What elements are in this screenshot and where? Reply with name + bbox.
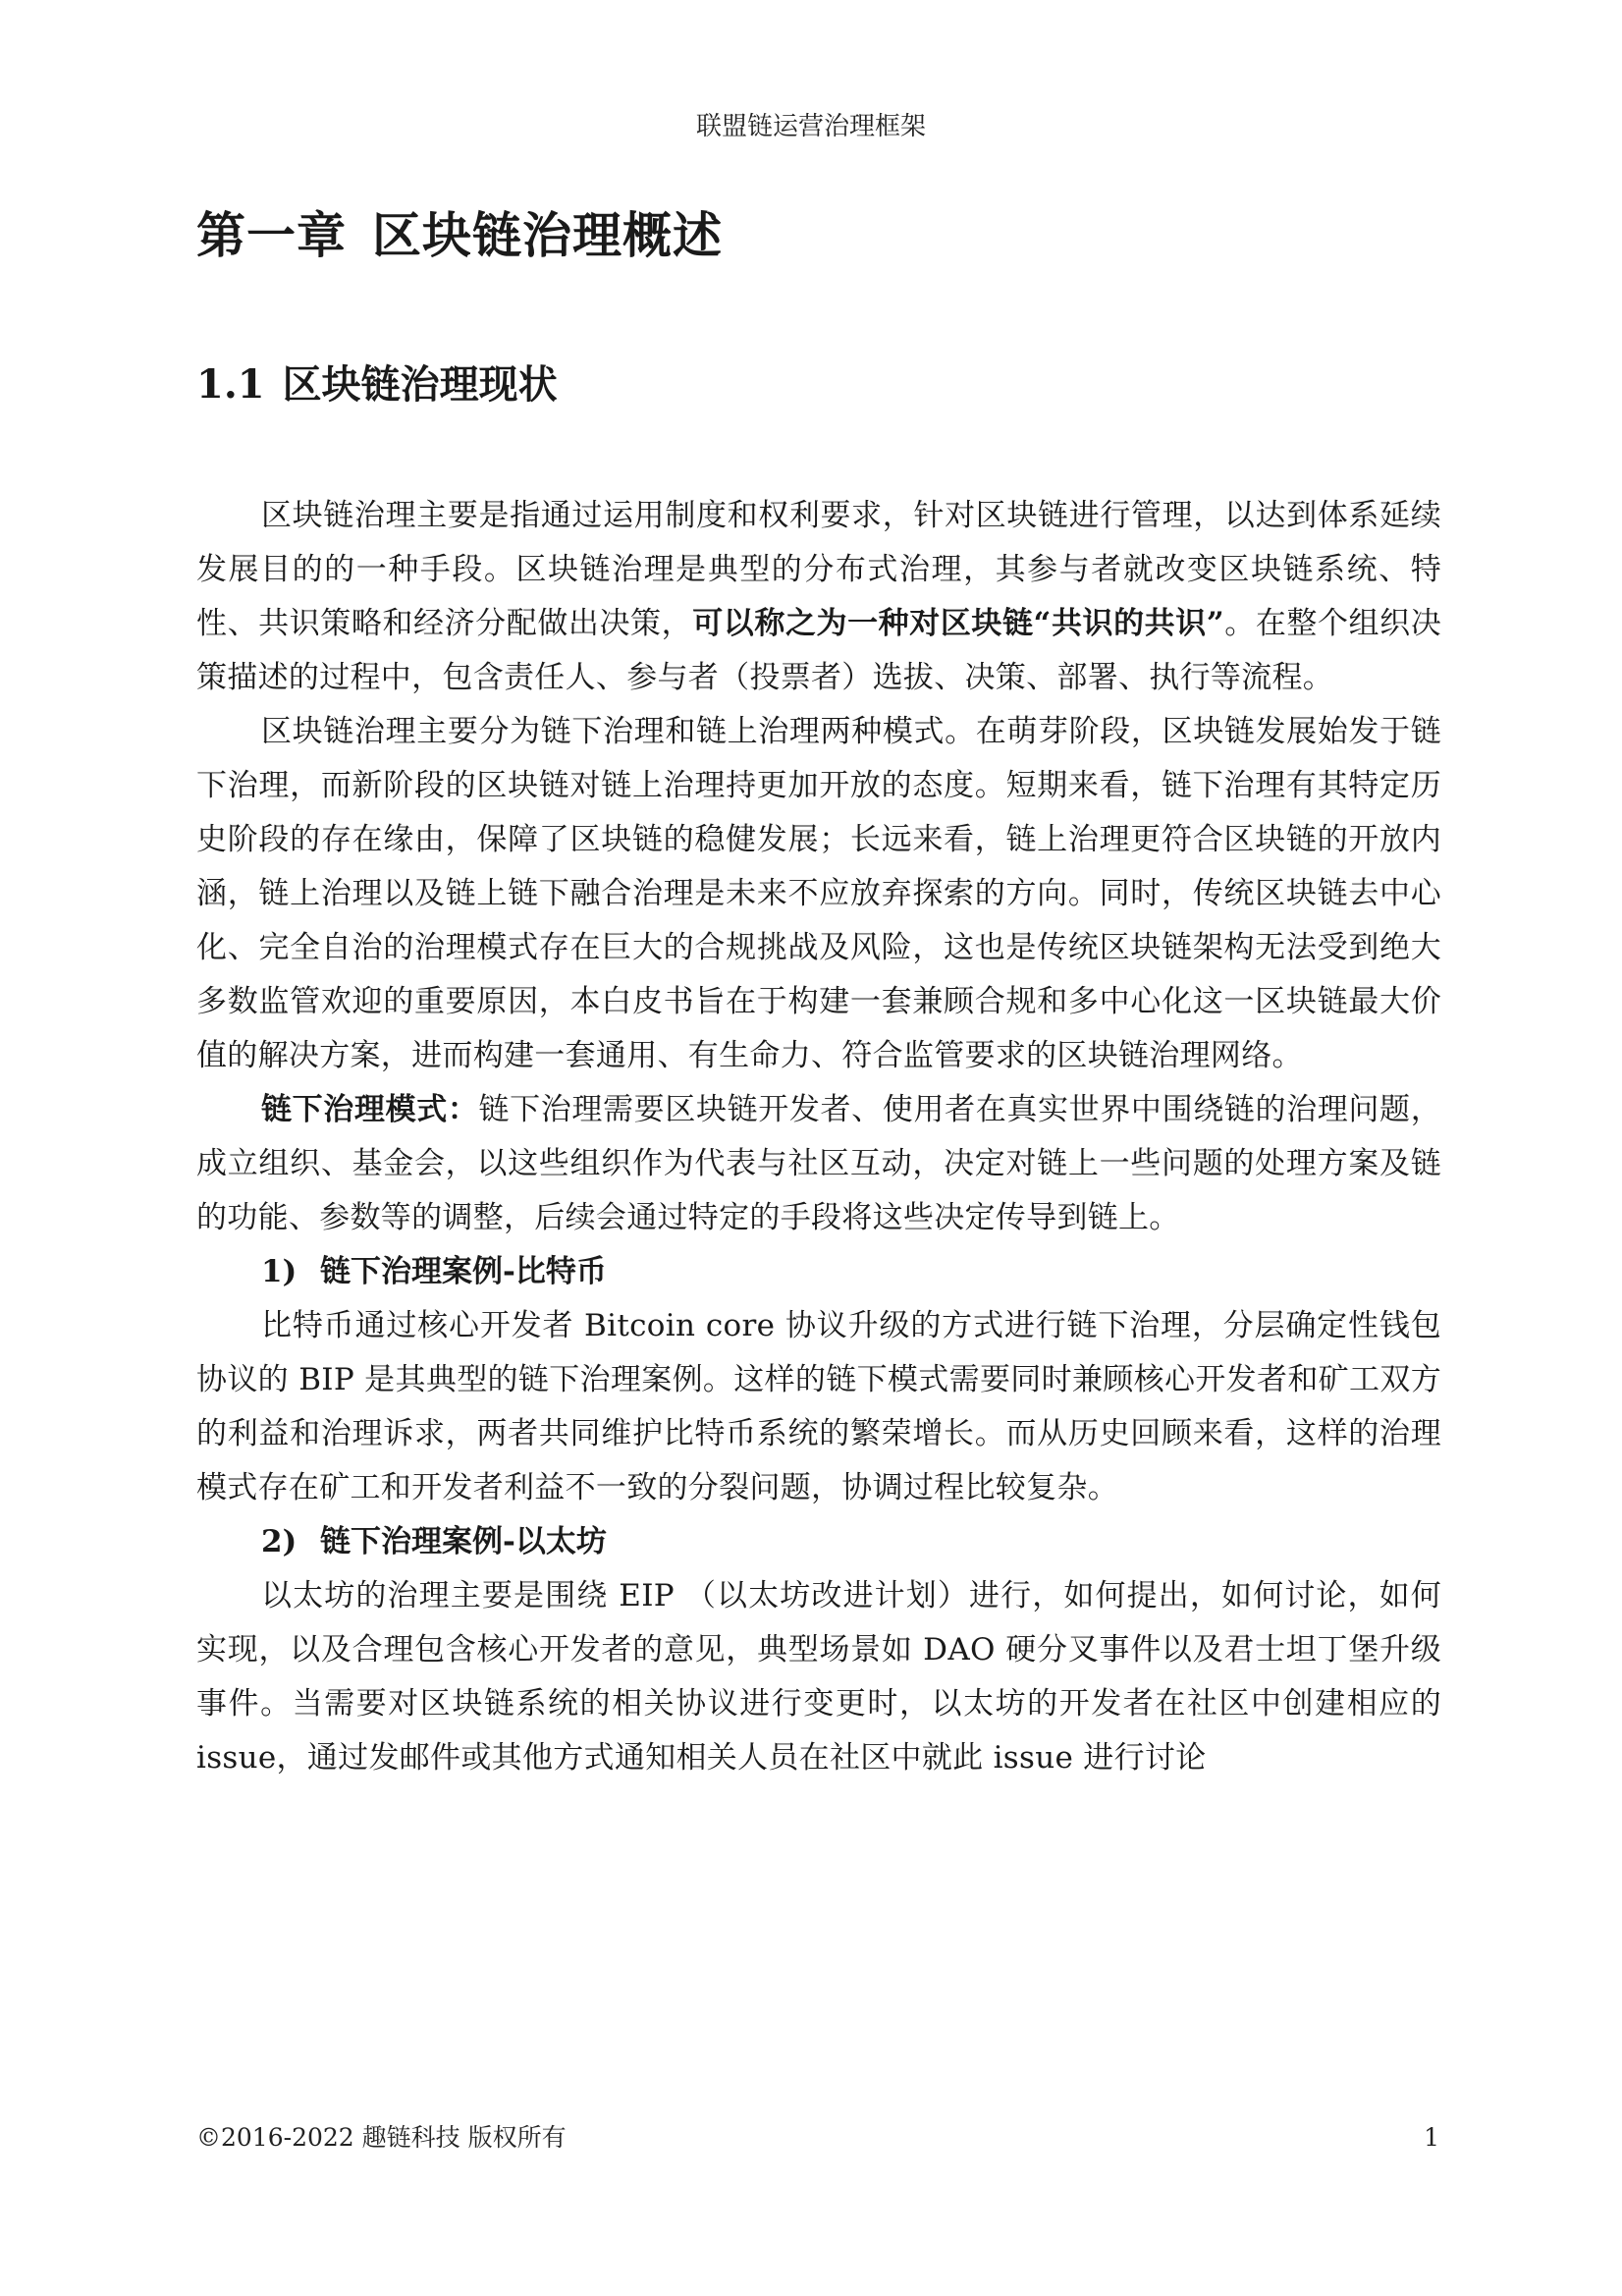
paragraph-text: 区块链治理主要是指通过运用制度和权利要求，针对区块链进行管理，以达到体系延续发展目的的一种手段。区块链治理是典型的分布式治理，其参与者就改变区块链系统、特性、共识策略和经济分配做出决策， — [196, 498, 1441, 641]
paragraph-offchain-mode — [196, 1083, 1441, 1245]
case-number: 1) — [261, 1254, 297, 1289]
section-title — [196, 359, 1433, 410]
case-heading-ethereum — [196, 1515, 1441, 1569]
body-text — [196, 489, 1441, 1785]
chapter-title — [196, 204, 1433, 267]
case-title: 链下治理案例-比特币 — [320, 1254, 607, 1289]
paragraph-text: 以太坊的治理主要是围绕 EIP （以太坊改进计划）进行，如何提出，如何讨论，如何实现，以及合理包含核心开发者的意见，典型场景如 DAO 硬分叉事件以及君士坦丁堡升级事件。当需要对区块链系统的相关协议进行变更时，以太坊的开发者在社区中创建相应的 issue，通过发邮件或其他方式通知相关人员在社区中就此 issue 进行讨论 — [196, 1578, 1441, 1776]
footer-page-number: 1 — [1424, 2123, 1439, 2152]
paragraph-lead-term: 链下治理模式： — [261, 1092, 479, 1127]
paragraph-governance-definition — [196, 489, 1441, 705]
paragraph-ethereum-case — [196, 1569, 1441, 1785]
section-name: 区块链治理现状 — [282, 361, 558, 408]
running-header: 联盟链运营治理框架 — [695, 112, 926, 141]
paragraph-text: 链下治理需要区块链开发者、使用者在真实世界中围绕链的治理问题，成立组织、基金会，以这些组织作为代表与社区互动，决定对链上一些问题的处理方案及链的功能、参数等的调整，后续会通过特定的手段将这些决定传导到链上。 — [196, 1092, 1441, 1235]
case-title: 链下治理案例-以太坊 — [320, 1524, 607, 1559]
paragraph-bitcoin-case — [196, 1299, 1441, 1515]
paragraph-text: 比特币通过核心开发者 Bitcoin core 协议升级的方式进行链下治理，分层确定性钱包协议的 BIP 是其典型的链下治理案例。这样的链下模式需要同时兼顾核心开发者和矿工双方的利益和治理诉求，两者共同维护比特币系统的繁荣增长。而从历史回顾来看，这样的治理模式存在矿工和开发者利益不一致的分裂问题，协调过程比较复杂。 — [196, 1308, 1441, 1505]
chapter-label: 第一章 — [196, 206, 347, 264]
paragraph-text-tail: 。在整个组织决策描述的过程中，包含责任人、参与者（投票者）选拔、决策、部署、执行等流程。 — [196, 606, 1441, 695]
case-heading-bitcoin — [196, 1245, 1441, 1299]
section-number: 1.1 — [196, 361, 265, 408]
paragraph-emphasis: 可以称之为一种对区块链“共识的共识” — [692, 606, 1224, 641]
case-number: 2) — [261, 1524, 297, 1559]
footer-copyright: ©2016-2022 趣链科技 版权所有 — [196, 2123, 567, 2152]
chapter-name: 区块链治理概述 — [372, 206, 723, 264]
paragraph-text: 区块链治理主要分为链下治理和链上治理两种模式。在萌芽阶段，区块链发展始发于链下治理，而新阶段的区块链对链上治理持更加开放的态度。短期来看，链下治理有其特定历史阶段的存在缘由，保障了区块链的稳健发展；长远来看，链上治理更符合区块链的开放内涵，链上治理以及链上链下融合治理是未来不应放弃探索的方向。同时，传统区块链去中心化、完全自治的治理模式存在巨大的合规挑战及风险，这也是传统区块链架构无法受到绝大多数监管欢迎的重要原因，本白皮书旨在于构建一套兼顾合规和多中心化这一区块链最大价值的解决方案，进而构建一套通用、有生命力、符合监管要求的区块链治理网络。 — [196, 714, 1441, 1073]
paragraph-governance-modes — [196, 705, 1441, 1083]
